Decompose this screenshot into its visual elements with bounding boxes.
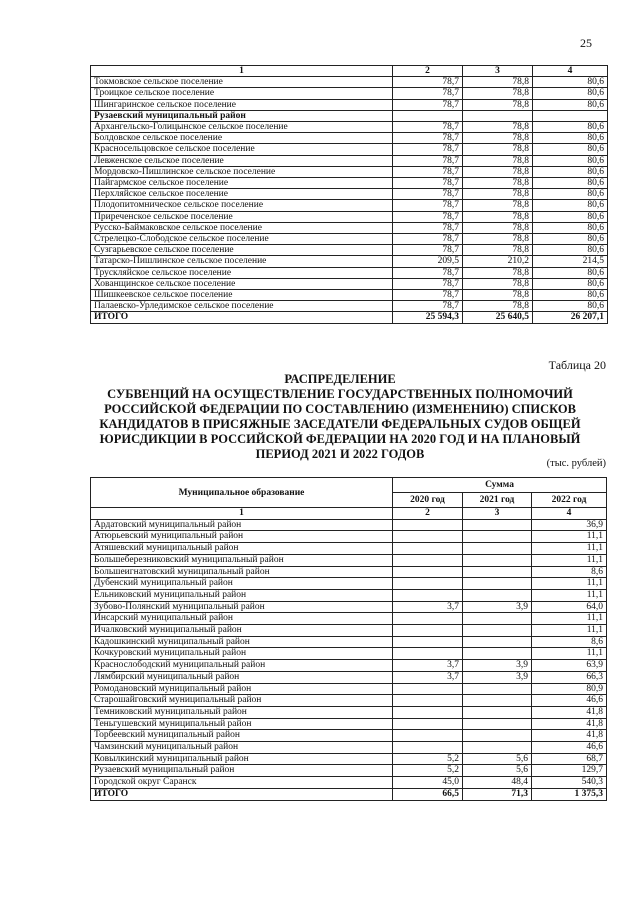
value-2021-cell xyxy=(463,519,532,531)
value-2022-cell: 41,8 xyxy=(532,718,607,730)
value-2021-cell xyxy=(463,695,532,707)
table-row xyxy=(91,211,608,222)
value-2020-cell xyxy=(393,683,463,695)
value-2022-cell: 80,6 xyxy=(533,222,608,233)
value-2020-cell: 25 594,3 xyxy=(393,312,463,323)
municipality-name-cell: Мордовско-Пишлинское сельское поселение xyxy=(91,166,393,177)
value-2020-cell xyxy=(393,589,463,601)
table-row xyxy=(91,753,607,765)
municipality-name-cell: Краснослободский муниципальный район xyxy=(91,660,393,672)
table-row xyxy=(91,245,608,256)
value-2022-cell: 63,9 xyxy=(532,660,607,672)
column-number-cell: 2 xyxy=(393,508,463,520)
value-2020-cell: 78,7 xyxy=(393,301,463,312)
value-2020-cell xyxy=(393,695,463,707)
table-row xyxy=(91,189,608,200)
municipality-name-cell: Большеберезниковский муниципальный район xyxy=(91,554,393,566)
value-2022-cell: 64,0 xyxy=(532,601,607,613)
municipality-name-cell: Пайгармское сельское поселение xyxy=(91,178,393,189)
document-title xyxy=(70,372,610,462)
municipality-name-cell: Ковылкинский муниципальный район xyxy=(91,753,393,765)
table-row xyxy=(91,742,607,754)
municipality-name-cell: Татарско-Пишлинское сельское поселение xyxy=(91,256,393,267)
value-2020-cell: 78,7 xyxy=(393,133,463,144)
value-2022-cell: 80,6 xyxy=(533,88,608,99)
value-2021-cell xyxy=(463,566,532,578)
municipality-name-cell: Русско-Баймаковское сельское поселение xyxy=(91,222,393,233)
value-2020-cell: 78,7 xyxy=(393,189,463,200)
table-row xyxy=(91,589,607,601)
municipality-name-cell: Троицкое сельское поселение xyxy=(91,88,393,99)
value-2022-cell: 80,6 xyxy=(533,267,608,278)
value-2021-cell: 71,3 xyxy=(463,788,532,800)
value-2021-cell: 78,8 xyxy=(463,133,533,144)
value-2021-cell: 78,8 xyxy=(463,122,533,133)
table-number: Таблица 20 xyxy=(548,358,606,372)
value-2021-cell xyxy=(463,718,532,730)
municipality-name-cell: Атюрьевский муниципальный район xyxy=(91,531,393,543)
title-line: РОССИЙСКОЙ ФЕДЕРАЦИИ ПО СОСТАВЛЕНИЮ (ИЗМЕНЕНИЮ) СПИСКОВ xyxy=(104,402,576,416)
value-2021-cell xyxy=(463,543,532,555)
value-2022-cell: 80,6 xyxy=(533,234,608,245)
value-2022-cell xyxy=(533,110,608,121)
value-2021-cell: 78,8 xyxy=(463,200,533,211)
municipality-name-cell: Большеигнатовский муниципальный район xyxy=(91,566,393,578)
municipality-name-cell: ИТОГО xyxy=(91,312,393,323)
table1-header-cell: 3 xyxy=(463,66,533,77)
value-2020-cell: 209,5 xyxy=(393,256,463,267)
municipality-name-cell: Стрелецко-Слободское сельское поселение xyxy=(91,234,393,245)
value-2020-cell: 78,7 xyxy=(393,211,463,222)
table-row xyxy=(91,166,608,177)
value-2020-cell xyxy=(393,636,463,648)
value-2022-cell: 11,1 xyxy=(532,613,607,625)
value-2022-cell: 8,6 xyxy=(532,566,607,578)
value-2021-cell: 78,8 xyxy=(463,290,533,301)
value-2021-cell xyxy=(463,625,532,637)
value-2021-cell: 78,8 xyxy=(463,166,533,177)
municipality-name-cell: Теньгушевский муниципальный район xyxy=(91,718,393,730)
value-2020-cell xyxy=(393,706,463,718)
table-row xyxy=(91,730,607,742)
table-continuation xyxy=(90,65,608,324)
value-2021-cell: 78,8 xyxy=(463,144,533,155)
value-2021-cell: 78,8 xyxy=(463,189,533,200)
value-2022-cell: 11,1 xyxy=(532,531,607,543)
table-row xyxy=(91,133,608,144)
table-row xyxy=(91,155,608,166)
value-2020-cell: 5,2 xyxy=(393,765,463,777)
table-row xyxy=(91,660,607,672)
value-2021-cell xyxy=(463,578,532,590)
municipality-name-cell: Перхляйское сельское поселение xyxy=(91,189,393,200)
table-row xyxy=(91,531,607,543)
municipality-name-cell: Болдовское сельское поселение xyxy=(91,133,393,144)
value-2021-cell: 78,8 xyxy=(463,77,533,88)
table-row xyxy=(91,648,607,660)
value-2022-cell: 26 207,1 xyxy=(533,312,608,323)
value-2021-cell: 5,6 xyxy=(463,753,532,765)
value-2020-cell: 78,7 xyxy=(393,200,463,211)
value-2021-cell: 78,8 xyxy=(463,222,533,233)
table2-header-row xyxy=(91,478,607,493)
value-2022-cell: 80,6 xyxy=(533,211,608,222)
value-2021-cell: 78,8 xyxy=(463,267,533,278)
value-2021-cell: 78,8 xyxy=(463,178,533,189)
table1-header-row xyxy=(91,66,608,77)
municipality-name-cell: Красносельцовское сельское поселение xyxy=(91,144,393,155)
year-header: 2020 год xyxy=(393,493,463,508)
value-2020-cell xyxy=(393,625,463,637)
units-label: (тыс. рублей) xyxy=(546,458,606,469)
table-row xyxy=(91,301,608,312)
table-row xyxy=(91,566,607,578)
municipality-name-cell: Шингаринское сельское поселение xyxy=(91,99,393,110)
value-2021-cell: 25 640,5 xyxy=(463,312,533,323)
municipality-name-cell: Архангельско-Голицынское сельское поселение xyxy=(91,122,393,133)
municipality-name-cell: Рузаевский муниципальный район xyxy=(91,765,393,777)
table-row xyxy=(91,788,607,800)
year-header: 2022 год xyxy=(532,493,607,508)
value-2022-cell: 80,6 xyxy=(533,133,608,144)
municipality-name-cell: Лямбирский муниципальный район xyxy=(91,671,393,683)
value-2020-cell: 45,0 xyxy=(393,777,463,789)
title-line: РАСПРЕДЕЛЕНИЕ xyxy=(284,372,396,386)
table-row xyxy=(91,695,607,707)
table-row xyxy=(91,554,607,566)
table-row xyxy=(91,267,608,278)
column-number-cell: 1 xyxy=(91,508,393,520)
table-row xyxy=(91,290,608,301)
value-2022-cell: 80,6 xyxy=(533,144,608,155)
value-2020-cell: 3,7 xyxy=(393,671,463,683)
value-2022-cell: 46,6 xyxy=(532,742,607,754)
municipality-name-cell: Атяшевский муниципальный район xyxy=(91,543,393,555)
value-2022-cell: 80,6 xyxy=(533,290,608,301)
municipality-name-cell: Ельниковский муниципальный район xyxy=(91,589,393,601)
value-2022-cell: 80,6 xyxy=(533,155,608,166)
value-2021-cell xyxy=(463,110,533,121)
value-2020-cell xyxy=(393,554,463,566)
value-2020-cell: 78,7 xyxy=(393,155,463,166)
table-row xyxy=(91,122,608,133)
municipality-column-header: Муниципальное образование xyxy=(91,478,393,508)
value-2020-cell: 78,7 xyxy=(393,245,463,256)
table1-header-cell: 4 xyxy=(533,66,608,77)
value-2021-cell xyxy=(463,589,532,601)
value-2020-cell: 78,7 xyxy=(393,178,463,189)
value-2022-cell: 11,1 xyxy=(532,625,607,637)
value-2021-cell: 48,4 xyxy=(463,777,532,789)
value-2022-cell: 80,6 xyxy=(533,301,608,312)
value-2020-cell xyxy=(393,519,463,531)
value-2022-cell: 80,6 xyxy=(533,166,608,177)
value-2020-cell: 78,7 xyxy=(393,166,463,177)
table-row xyxy=(91,312,608,323)
municipality-name-cell: Зубово-Полянский муниципальный район xyxy=(91,601,393,613)
value-2022-cell: 36,9 xyxy=(532,519,607,531)
value-2020-cell: 3,7 xyxy=(393,601,463,613)
value-2020-cell: 78,7 xyxy=(393,88,463,99)
table-row xyxy=(91,718,607,730)
value-2020-cell: 78,7 xyxy=(393,234,463,245)
value-2020-cell xyxy=(393,578,463,590)
municipality-name-cell: Рузаевский муниципальный район xyxy=(91,110,393,121)
table1-header-cell: 2 xyxy=(393,66,463,77)
value-2021-cell: 78,8 xyxy=(463,245,533,256)
value-2021-cell: 78,8 xyxy=(463,88,533,99)
municipality-name-cell: Кочкуровский муниципальный район xyxy=(91,648,393,660)
value-2022-cell: 46,6 xyxy=(532,695,607,707)
page-number: 25 xyxy=(580,36,592,50)
title-line: ПЕРИОД 2021 И 2022 ГОДОВ xyxy=(255,447,425,461)
value-2022-cell: 80,6 xyxy=(533,189,608,200)
sum-column-header: Сумма xyxy=(393,478,607,493)
value-2021-cell xyxy=(463,706,532,718)
value-2022-cell: 11,1 xyxy=(532,578,607,590)
value-2021-cell: 78,8 xyxy=(463,234,533,245)
municipality-name-cell: Сузгарьевское сельское поселение xyxy=(91,245,393,256)
value-2022-cell: 11,1 xyxy=(532,589,607,601)
value-2020-cell: 78,7 xyxy=(393,99,463,110)
value-2022-cell: 214,5 xyxy=(533,256,608,267)
title-line: КАНДИДАТОВ В ПРИСЯЖНЫЕ ЗАСЕДАТЕЛИ ФЕДЕРАЛЬНЫХ СУДОВ ОБЩЕЙ xyxy=(99,417,581,431)
table-row xyxy=(91,278,608,289)
table-row xyxy=(91,636,607,648)
value-2022-cell: 80,6 xyxy=(533,200,608,211)
table-row xyxy=(91,200,608,211)
value-2020-cell: 78,7 xyxy=(393,278,463,289)
table-row xyxy=(91,99,608,110)
value-2022-cell: 8,6 xyxy=(532,636,607,648)
value-2021-cell xyxy=(463,636,532,648)
value-2020-cell: 78,7 xyxy=(393,77,463,88)
municipality-name-cell: Плодопитомническое сельское поселение xyxy=(91,200,393,211)
value-2020-cell: 78,7 xyxy=(393,267,463,278)
value-2021-cell: 78,8 xyxy=(463,99,533,110)
municipality-name-cell: Кадошкинский муниципальный район xyxy=(91,636,393,648)
municipality-name-cell: Темниковский муниципальный район xyxy=(91,706,393,718)
municipality-name-cell: ИТОГО xyxy=(91,788,393,800)
table-row xyxy=(91,234,608,245)
value-2020-cell: 78,7 xyxy=(393,122,463,133)
value-2020-cell xyxy=(393,648,463,660)
value-2021-cell xyxy=(463,613,532,625)
value-2021-cell xyxy=(463,531,532,543)
municipality-name-cell: Левженское сельское поселение xyxy=(91,155,393,166)
value-2020-cell: 78,7 xyxy=(393,290,463,301)
value-2022-cell: 540,3 xyxy=(532,777,607,789)
value-2021-cell: 3,9 xyxy=(463,671,532,683)
value-2022-cell: 80,6 xyxy=(533,245,608,256)
value-2022-cell: 80,6 xyxy=(533,122,608,133)
value-2020-cell: 78,7 xyxy=(393,144,463,155)
column-number-cell: 4 xyxy=(532,508,607,520)
value-2020-cell xyxy=(393,613,463,625)
value-2022-cell: 41,8 xyxy=(532,730,607,742)
value-2020-cell: 3,7 xyxy=(393,660,463,672)
table-row xyxy=(91,519,607,531)
value-2022-cell: 1 375,3 xyxy=(532,788,607,800)
municipality-name-cell: Ардатовский муниципальный район xyxy=(91,519,393,531)
value-2021-cell xyxy=(463,648,532,660)
table-row xyxy=(91,88,608,99)
municipality-name-cell: Старошайговский муниципальный район xyxy=(91,695,393,707)
value-2020-cell xyxy=(393,730,463,742)
municipality-name-cell: Городской округ Саранск xyxy=(91,777,393,789)
value-2021-cell xyxy=(463,683,532,695)
value-2021-cell: 5,6 xyxy=(463,765,532,777)
value-2021-cell: 210,2 xyxy=(463,256,533,267)
table-row xyxy=(91,683,607,695)
value-2021-cell xyxy=(463,554,532,566)
municipality-name-cell: Токмовское сельское поселение xyxy=(91,77,393,88)
value-2020-cell xyxy=(393,718,463,730)
municipality-name-cell: Трускляйское сельское поселение xyxy=(91,267,393,278)
value-2020-cell xyxy=(393,110,463,121)
table2-body xyxy=(91,519,607,800)
municipality-name-cell: Приреченское сельское поселение xyxy=(91,211,393,222)
column-number-cell: 3 xyxy=(463,508,532,520)
table-row xyxy=(91,543,607,555)
municipality-name-cell: Инсарский муниципальный район xyxy=(91,613,393,625)
value-2021-cell xyxy=(463,730,532,742)
municipality-name-cell: Хованщинское сельское поселение xyxy=(91,278,393,289)
value-2021-cell xyxy=(463,742,532,754)
municipality-name-cell: Ромодановский муниципальный район xyxy=(91,683,393,695)
municipality-name-cell: Шишкеевское сельское поселение xyxy=(91,290,393,301)
table-row xyxy=(91,613,607,625)
table-row xyxy=(91,671,607,683)
value-2022-cell: 41,8 xyxy=(532,706,607,718)
value-2022-cell: 68,7 xyxy=(532,753,607,765)
value-2022-cell: 80,6 xyxy=(533,178,608,189)
year-header: 2021 год xyxy=(463,493,532,508)
value-2022-cell: 66,3 xyxy=(532,671,607,683)
municipality-name-cell: Дубенский муниципальный район xyxy=(91,578,393,590)
table2-number-row xyxy=(91,508,607,520)
value-2020-cell: 5,2 xyxy=(393,753,463,765)
table-row xyxy=(91,178,608,189)
value-2020-cell xyxy=(393,742,463,754)
table-row xyxy=(91,110,608,121)
value-2022-cell: 11,1 xyxy=(532,648,607,660)
value-2022-cell: 80,9 xyxy=(532,683,607,695)
municipality-name-cell: Чамзинский муниципальный район xyxy=(91,742,393,754)
municipality-name-cell: Торбеевский муниципальный район xyxy=(91,730,393,742)
value-2020-cell: 78,7 xyxy=(393,222,463,233)
table-row xyxy=(91,222,608,233)
table-row xyxy=(91,601,607,613)
value-2020-cell xyxy=(393,566,463,578)
table-row xyxy=(91,144,608,155)
value-2021-cell: 78,8 xyxy=(463,301,533,312)
municipality-name-cell: Ичалковский муниципальный район xyxy=(91,625,393,637)
value-2021-cell: 78,8 xyxy=(463,211,533,222)
table1-body xyxy=(91,77,608,323)
value-2020-cell: 66,5 xyxy=(393,788,463,800)
table-row xyxy=(91,256,608,267)
value-2022-cell: 80,6 xyxy=(533,77,608,88)
title-line: ЮРИСДИКЦИИ В РОССИЙСКОЙ ФЕДЕРАЦИИ НА 2020 ГОД И НА ПЛАНОВЫЙ xyxy=(99,432,581,446)
value-2021-cell: 3,9 xyxy=(463,601,532,613)
value-2021-cell: 78,8 xyxy=(463,278,533,289)
value-2021-cell: 3,9 xyxy=(463,660,532,672)
title-line: СУБВЕНЦИЙ НА ОСУЩЕСТВЛЕНИЕ ГОСУДАРСТВЕННЫХ ПОЛНОМОЧИЙ xyxy=(107,387,573,401)
value-2022-cell: 11,1 xyxy=(532,543,607,555)
municipality-name-cell: Палаевско-Урледимское сельское поселение xyxy=(91,301,393,312)
table-row xyxy=(91,777,607,789)
value-2022-cell: 80,6 xyxy=(533,278,608,289)
value-2020-cell xyxy=(393,531,463,543)
value-2021-cell: 78,8 xyxy=(463,155,533,166)
table-subventions xyxy=(90,477,607,801)
table-row xyxy=(91,77,608,88)
table-row xyxy=(91,706,607,718)
value-2022-cell: 11,1 xyxy=(532,554,607,566)
table-row xyxy=(91,625,607,637)
value-2022-cell: 80,6 xyxy=(533,99,608,110)
table1-header-cell: 1 xyxy=(91,66,393,77)
value-2020-cell xyxy=(393,543,463,555)
table-row xyxy=(91,765,607,777)
table-row xyxy=(91,578,607,590)
value-2022-cell: 129,7 xyxy=(532,765,607,777)
